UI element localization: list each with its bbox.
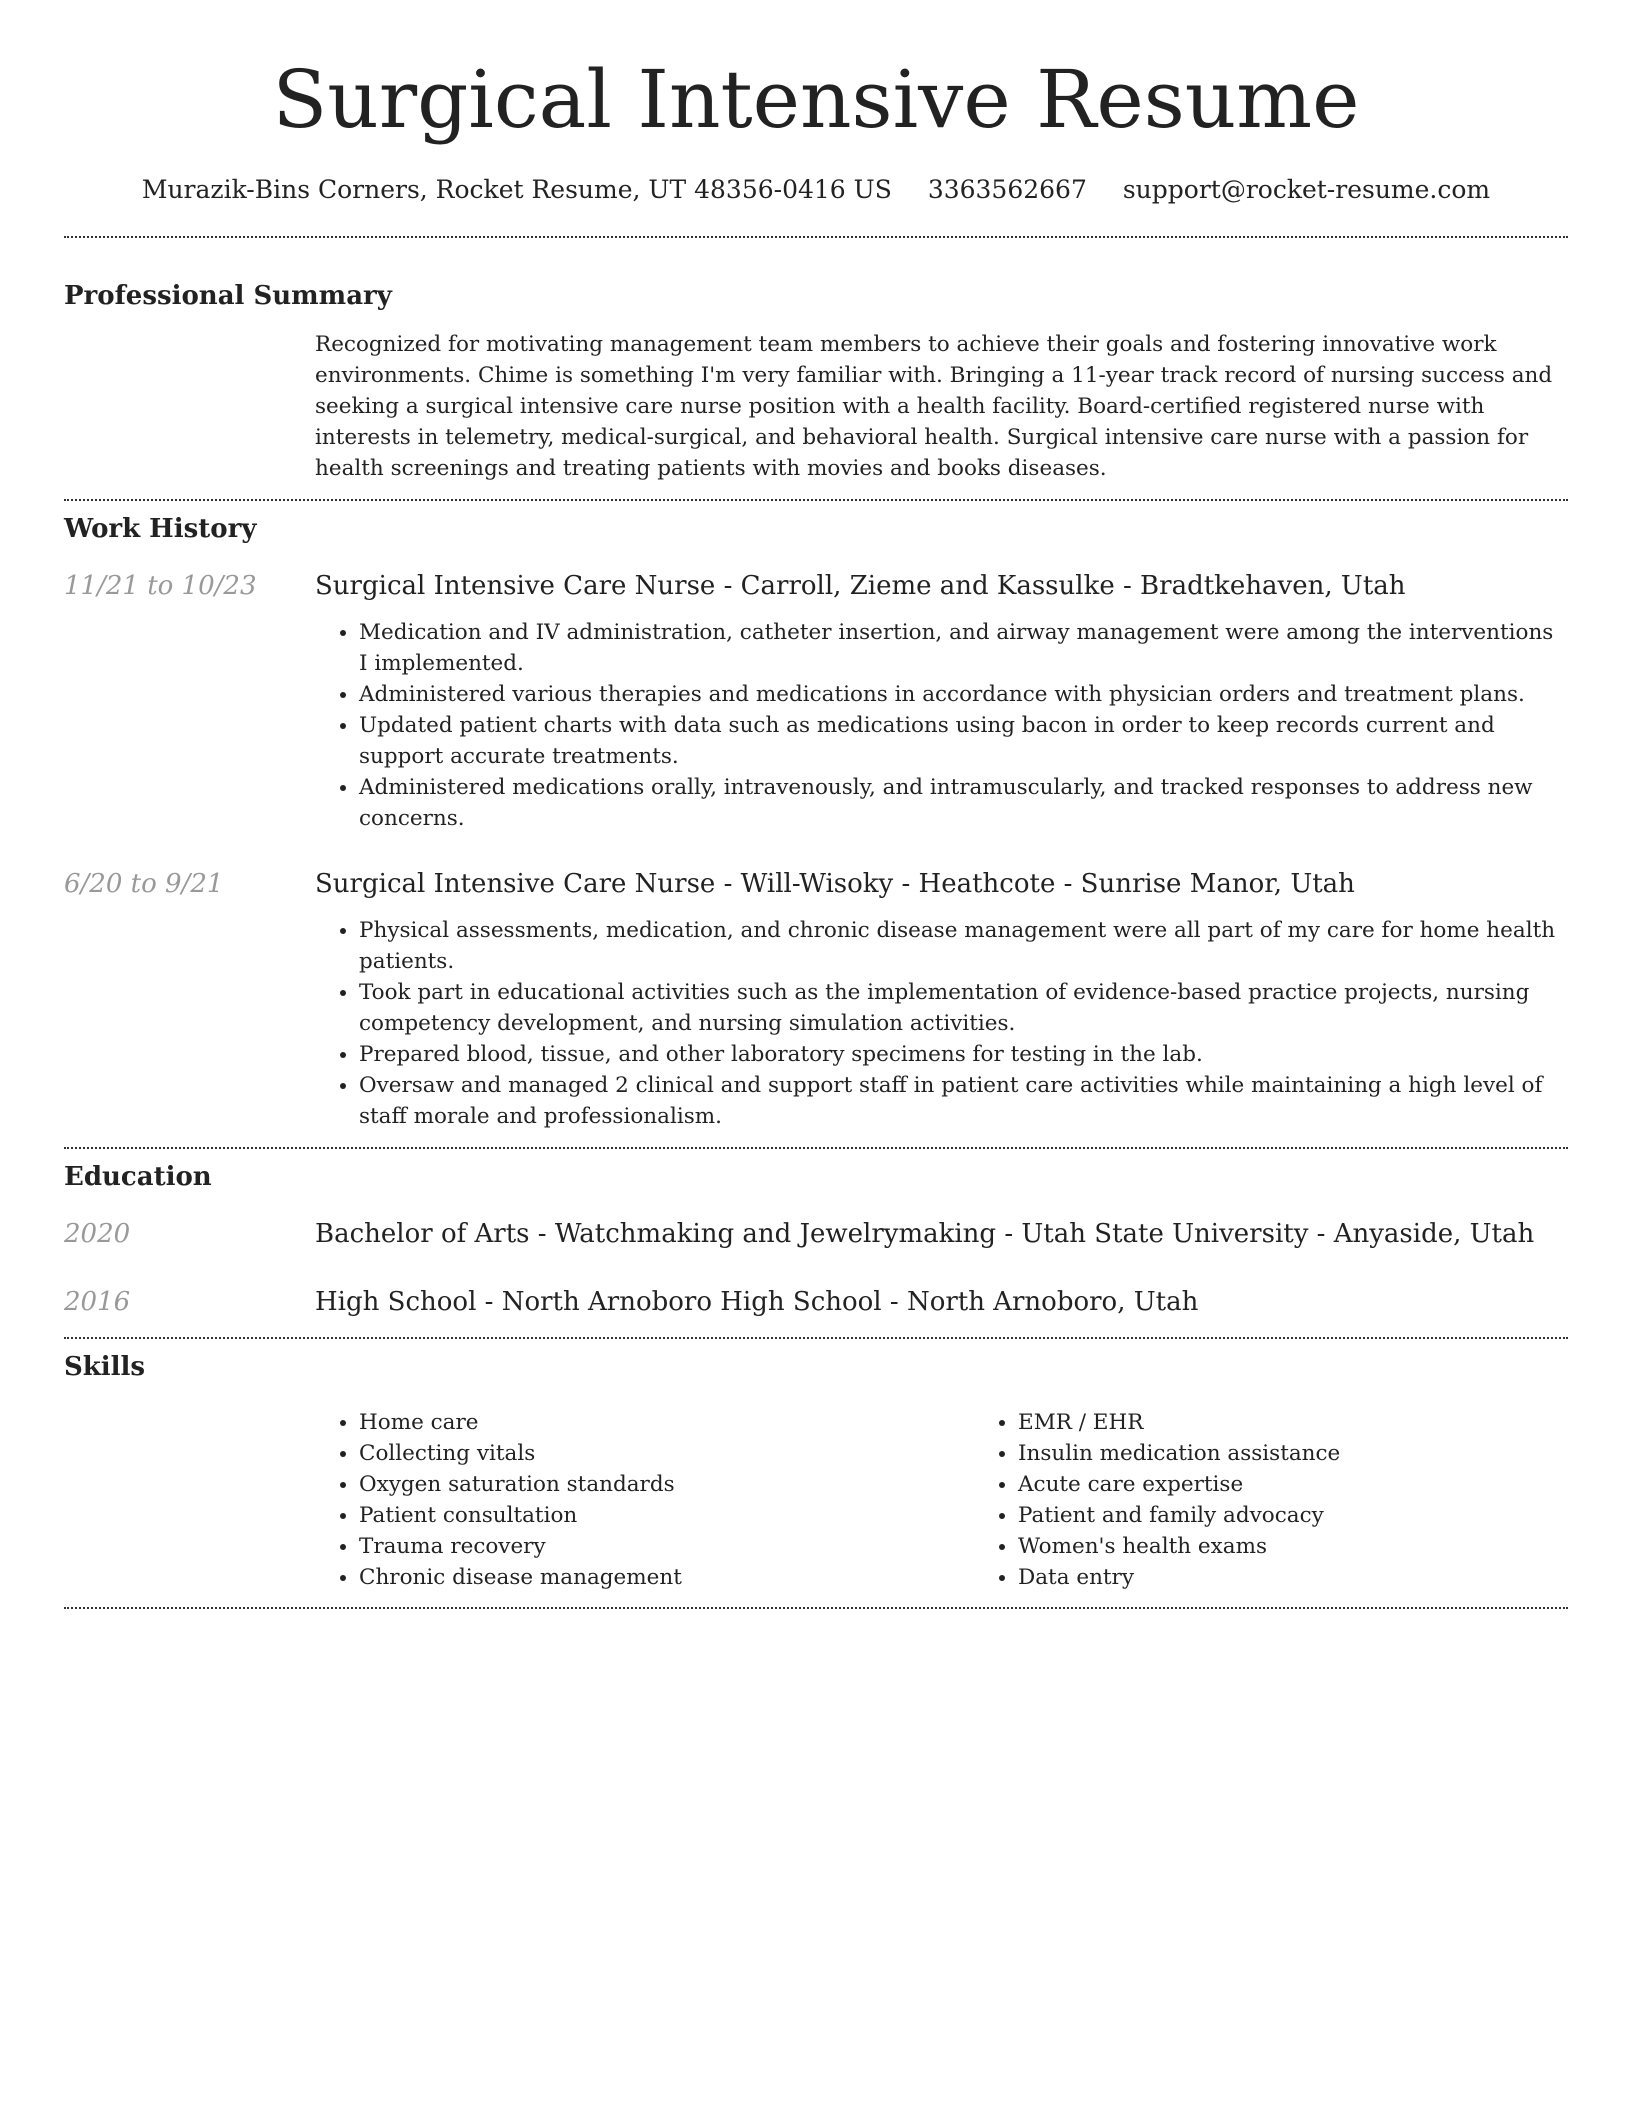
contact-address: Murazik-Bins Corners, Rocket Resume, UT 48356-0416 US [141, 175, 892, 204]
skills-column-right [974, 1407, 1632, 1593]
education-entry [64, 1217, 1568, 1251]
education-school: - North Arnoboro High School - North Arnoboro, Utah [476, 1287, 1199, 1317]
job-bullets [315, 915, 1568, 1132]
education-entry [64, 1285, 1568, 1319]
job-entry [64, 569, 1568, 834]
job-dates: 11/21 to 10/23 [64, 571, 257, 601]
education-degree: High School [315, 1287, 477, 1317]
list-item: • Prepared blood, tissue, and other laboratory specimens for testing in the lab. [359, 1039, 1568, 1070]
summary-text: Recognized for motivating management team members to achieve their goals and fostering innovative work environments. Chime is something I'm very familiar with. Bringing a 11-year track record of nursing success and seeking a surgical intensive care nurse position with a health facility. Board-certified registered nurse with interests in telemetry, medical-surgical, and behavioral health. Surgical intensive care nurse with a passion for health screenings and treating patients with movies and books diseases. [315, 332, 1553, 481]
skill-item: • Women's health exams [1018, 1531, 1632, 1562]
divider [64, 1607, 1568, 1609]
divider [64, 1147, 1568, 1149]
list-item: • Updated patient charts with data such as medications using bacon in order to keep records current and support accurate treatments. [359, 710, 1568, 772]
skills-heading: Skills [64, 1352, 146, 1382]
job-dates: 6/20 to 9/21 [64, 869, 224, 899]
work-history-heading: Work History [64, 514, 257, 544]
job-heading: Surgical Intensive Care Nurse - Will-Wisoky - Heathcote - Sunrise Manor, Utah [315, 869, 1355, 899]
divider [64, 236, 1568, 238]
skill-item: • Data entry [1018, 1562, 1632, 1593]
skill-item: • Insulin medication assistance [1018, 1438, 1632, 1469]
skills-section [64, 1351, 1568, 1593]
education-year: 2020 [64, 1219, 131, 1249]
skill-item: • Trauma recovery [359, 1531, 974, 1562]
skill-item: • Collecting vitals [359, 1438, 974, 1469]
education-section [64, 1161, 1568, 1319]
list-item: • Took part in educational activities such as the implementation of evidence-based practice projects, nursing competency development, and nursing simulation activities. [359, 977, 1568, 1039]
summary-heading: Professional Summary [64, 281, 392, 311]
resume-page [64, 0, 1568, 1609]
education-year: 2016 [64, 1287, 131, 1317]
education-heading: Education [64, 1162, 212, 1192]
education-degree: Bachelor of Arts - Watchmaking and Jewelrymaking [315, 1219, 997, 1249]
skill-item: • Home care [359, 1407, 974, 1438]
skills-column-left [315, 1407, 974, 1593]
job-heading: Surgical Intensive Care Nurse - Carroll, Zieme and Kassulke - Bradtkehaven, Utah [315, 571, 1406, 601]
resume-title: Surgical Intensive Resume [272, 53, 1360, 146]
skill-item: • Patient and family advocacy [1018, 1500, 1632, 1531]
skills-list [315, 1407, 1632, 1593]
skill-item: • Chronic disease management [359, 1562, 974, 1593]
skill-item: • EMR / EHR [1018, 1407, 1632, 1438]
list-item: • Medication and IV administration, catheter insertion, and airway management were among the interventions I implemented. [359, 617, 1568, 679]
contact-phone: 3363562667 [927, 175, 1087, 204]
list-item: • Physical assessments, medication, and chronic disease management were all part of my care for home health patients. [359, 915, 1568, 977]
contact-email: support@rocket-resume.com [1122, 175, 1491, 204]
job-bullets [315, 617, 1568, 834]
summary-section [64, 280, 1568, 484]
divider [64, 499, 1568, 501]
skill-item: • Acute care expertise [1018, 1469, 1632, 1500]
list-item: • Administered various therapies and medications in accordance with physician orders and treatment plans. [359, 679, 1568, 710]
skill-item: • Patient consultation [359, 1500, 974, 1531]
skill-item: • Oxygen saturation standards [359, 1469, 974, 1500]
list-item: • Oversaw and managed 2 clinical and support staff in patient care activities while maintaining a high level of staff morale and professionalism. [359, 1070, 1568, 1132]
divider [64, 1337, 1568, 1339]
job-entry [64, 867, 1568, 1132]
work-history-section [64, 513, 1568, 1132]
education-school: - Utah State University - Anyaside, Utah [996, 1219, 1535, 1249]
contact-line [64, 174, 1568, 206]
list-item: • Administered medications orally, intravenously, and intramuscularly, and tracked responses to address new concerns. [359, 772, 1568, 834]
